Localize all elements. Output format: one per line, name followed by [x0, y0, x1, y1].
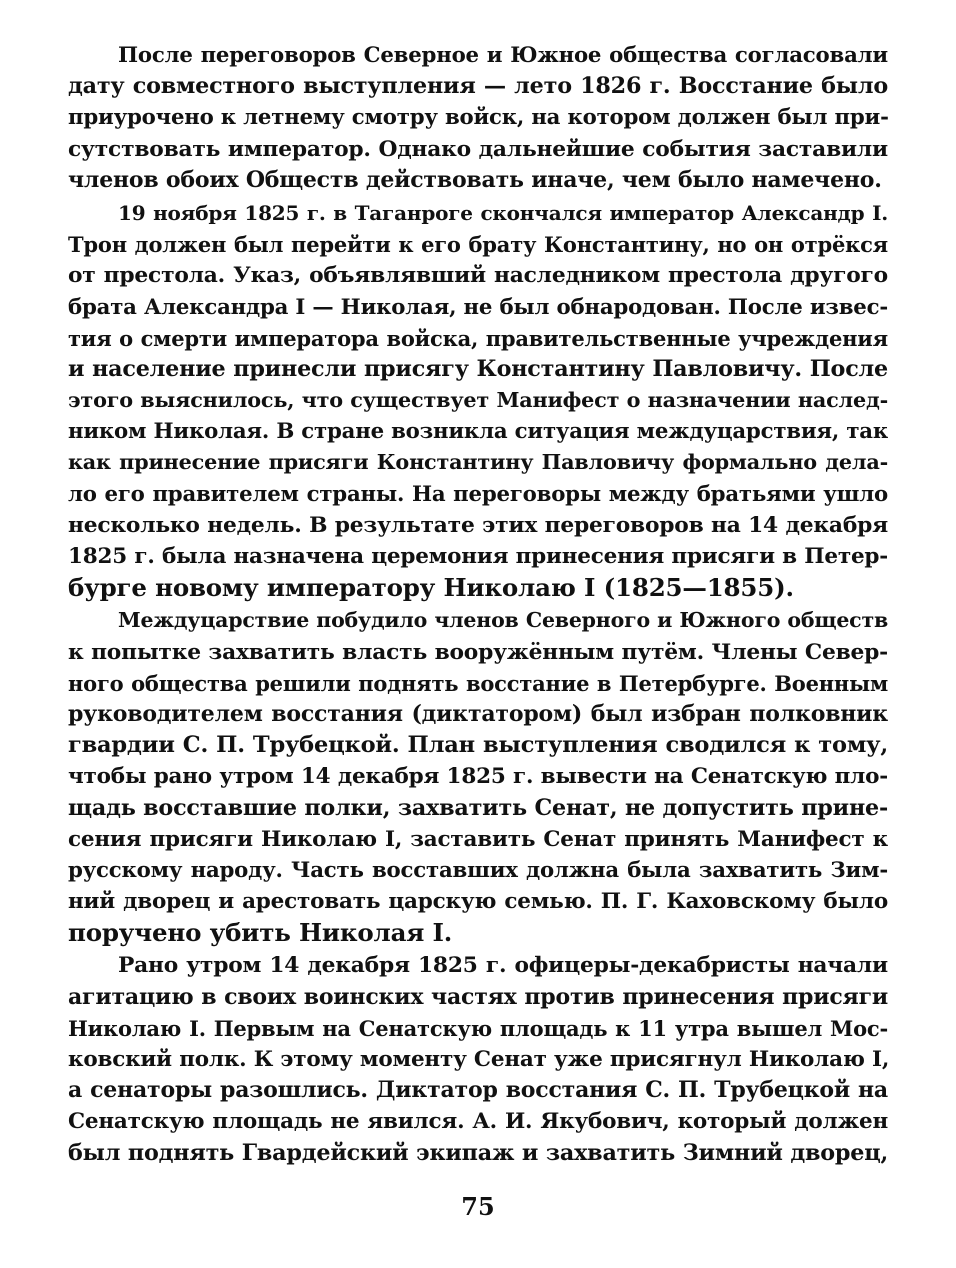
text-line: ний дворец и арестовать царскую семью. П. Г. Каховскому было	[68, 889, 888, 915]
text-line: Рано утром 14 декабря 1825 г. офицеры-декабристы начали	[118, 953, 888, 979]
text-line: Междуцарствие побудило членов Северного и Южного обществ	[118, 608, 888, 633]
text-line: агитацию в своих воинских частях против принесения присяги	[68, 983, 888, 1010]
text-line: ником Николая. В стране возникла ситуация междуцарствия, так	[68, 419, 888, 445]
text-line: от престола. Указ, объявлявший наследником престола другого	[68, 263, 888, 289]
paragraph	[68, 198, 888, 603]
text-line: Николаю I. Первым на Сенатскую площадь к 11 утра вышел Мос-	[68, 1015, 888, 1041]
text-line: к попытке захватить власть вооружённым путём. Члены Север-	[68, 639, 888, 665]
text-line: ного общества решили поднять восстание в Петербурге. Военным	[68, 670, 888, 696]
text-line: был поднять Гвардейский экипаж и захватить Зимний дворец,	[68, 1139, 888, 1166]
text-line: Трон должен был перейти к его брату Константину, но он отрёкся	[68, 232, 888, 258]
text-line: После переговоров Северное и Южное общества согласовали	[118, 43, 888, 68]
page-number: 75	[461, 1192, 495, 1221]
text-line: гвардии С. П. Трубецкой. План выступления сводился к тому,	[68, 732, 888, 759]
text-line: приурочено к летнему смотру войск, на котором должен был при-	[68, 105, 889, 131]
text-line: этого выяснилось, что существует Манифест о назначении наслед-	[68, 388, 888, 413]
text-line: руководителем восстания (диктатором) был избран полковник	[68, 700, 888, 727]
text-line: а сенаторы разошлись. Диктатор восстания С. П. Трубецкой на	[68, 1077, 888, 1104]
text-line: щадь восставшие полки, захватить Сенат, не допустить прине-	[68, 794, 889, 821]
text-line: сения присяги Николаю I, заставить Сенат принять Манифест к	[68, 826, 888, 852]
text-line: 1825 г. была назначена церемония принесения присяги в Петер-	[68, 544, 888, 569]
text-line: 19 ноября 1825 г. в Таганроге скончался император Александр I.	[118, 200, 888, 225]
text-line: членов обоих Обществ действовать иначе, чем было намечено.	[68, 166, 882, 193]
text-line: чтобы рано утром 14 декабря 1825 г. вывести на Сенатскую пло-	[68, 764, 888, 790]
paragraph	[68, 605, 888, 948]
text-line: несколько недель. В результате этих переговоров на 14 декабря	[68, 512, 888, 538]
text-line: и население принесли присягу Константину Павловичу. После	[68, 355, 888, 382]
text-line: ковский полк. К этому моменту Сенат уже присягнул Николаю I,	[68, 1047, 890, 1072]
paragraph	[68, 950, 888, 1168]
text-line: сутствовать император. Однако дальнейшие события заставили	[68, 136, 888, 162]
text-line: русскому народу. Часть восставших должна была захватить Зим-	[68, 857, 888, 883]
text-line: ло его правителем страны. На переговоры между братьями ушло	[68, 481, 888, 507]
paragraph	[68, 40, 888, 196]
text-line: дату совместного выступления — лето 1826 г. Восстание было	[68, 73, 888, 100]
text-line: как принесение присяги Константину Павловичу формально дела-	[68, 450, 888, 475]
text-line: брата Александра I — Николая, не был обнародован. После извес-	[68, 294, 888, 320]
text-line: тия о смерти императора войска, правительственные учреждения	[68, 325, 888, 351]
text-line: поручено убить Николая I.	[68, 918, 453, 948]
page-body	[68, 40, 888, 1169]
text-line: бурге новому императору Николаю I (1825—1855).	[68, 573, 794, 603]
text-line: Сенатскую площадь не явился. А. И. Якубович, который должен	[68, 1109, 888, 1135]
